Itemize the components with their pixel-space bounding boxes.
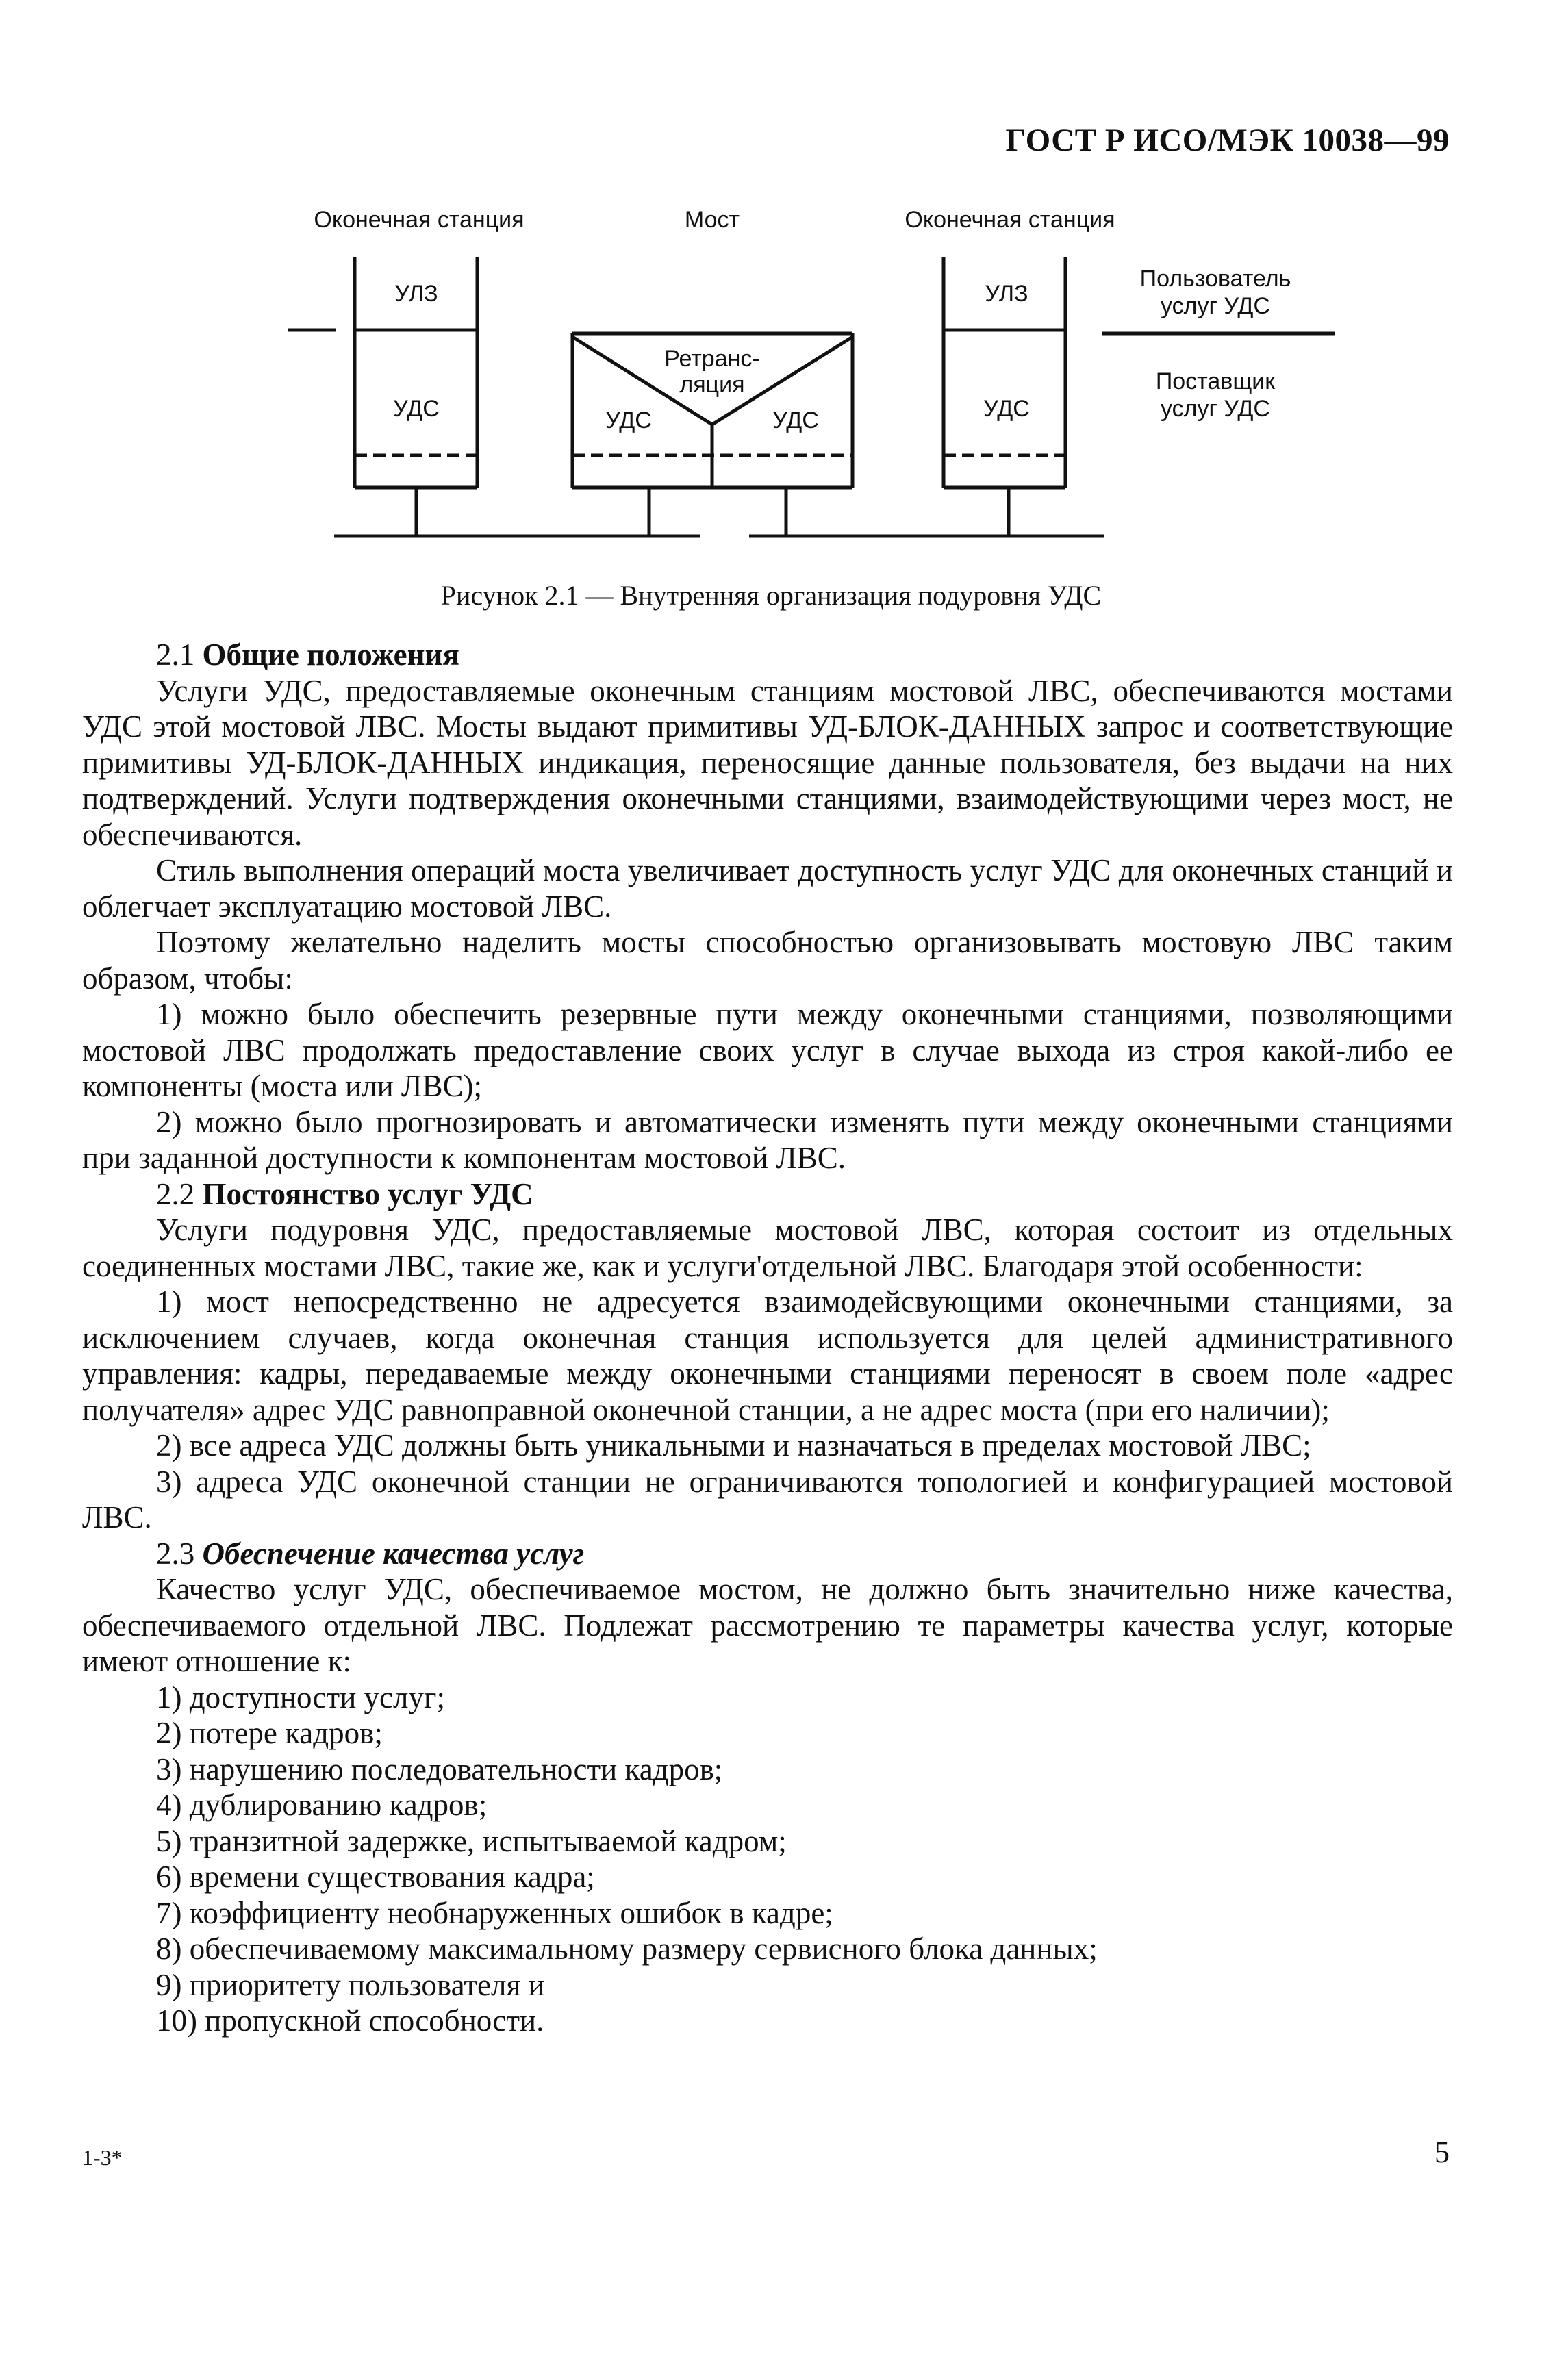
list-item: 1) доступности услуг; <box>156 1680 445 1714</box>
service-user-label-1: Пользователь <box>1139 266 1291 292</box>
paragraph: Поэтому желательно наделить мосты способностью организовывать мостовую ЛВС таким образом, чтобы: <box>82 925 1453 996</box>
list-item: 10) пропускной способности. <box>156 2003 544 2038</box>
lan-bus-left <box>334 488 700 536</box>
page-number: 5 <box>1434 2136 1450 2169</box>
list-item: 5) транзитной задержке, испытываемой кадром; <box>156 1823 787 1858</box>
paragraph: 1) можно было обеспечить резервные пути между оконечными станциями, позволяющими мостовой ЛВС продолжать предоставление своих услуг в случае выхода из строя какой-либо ее компоненты (моста или ЛВС); <box>82 997 1453 1103</box>
paragraph: Услуги УДС, предоставляемые оконечным станциям мостовой ЛВС, обеспечиваются мостами УДС этой мостовой ЛВС. Мосты выдают примитивы УД-БЛОК-ДАННЫХ запрос и соответствующие примитивы УД-БЛОК-ДАННЫХ индикация, переносящие данные пользователя, без выдачи на них подтверждений. Услуги подтверждения оконечными станциями, взаимодействующими через мост, не обеспечиваются. <box>82 673 1453 852</box>
list-item: 6) времени существования кадра; <box>156 1860 595 1894</box>
mac-bridge-left-label: УДС <box>605 407 652 433</box>
list-item: 8) обеспечиваемому максимальному размеру сервисного блока данных; <box>156 1932 1098 1966</box>
end-station-left-label: Оконечная станция <box>314 207 524 233</box>
bridge-label: Мост <box>684 207 740 233</box>
service-provider-label-2: услуг УДС <box>1161 396 1270 422</box>
llc-left-label: УЛЗ <box>394 281 438 307</box>
paragraph: 3) адреса УДС оконечной станции не ограничиваются топологией и конфигурацией мостовой ЛВС. <box>82 1464 1453 1534</box>
section-2-1-heading: 2.1 Общие положения <box>156 637 459 672</box>
list-item: 7) коэффициенту необнаруженных ошибок в кадре; <box>156 1895 833 1930</box>
section-title: Постоянство услуг УДС <box>202 1176 533 1211</box>
llc-right-label: УЛЗ <box>985 281 1028 307</box>
list-item: 3) нарушению последовательности кадров; <box>156 1751 723 1786</box>
list-item: 2) потере кадров; <box>156 1716 383 1750</box>
footer-sheet-mark: 1-3* <box>82 2145 123 2170</box>
section-title: Общие положения <box>202 637 459 672</box>
lan-bus-right <box>749 488 1104 536</box>
figure-caption: Рисунок 2.1 — Внутренняя организация подуровня УДС <box>440 580 1102 611</box>
relay-label-2: ляция <box>679 372 745 398</box>
mac-right-label: УДС <box>983 396 1030 422</box>
paragraph: Качество услуг УДС, обеспечиваемое мостом, не должно быть значительно ниже качества, обеспечиваемого отдельной ЛВС. Подлежат рассмотрению те параметры качества услуг, которые имеют отношение к: <box>82 1572 1453 1678</box>
document-header: ГОСТ Р ИСО/МЭК 10038—99 <box>1005 123 1450 158</box>
relay-label-1: Ретранс- <box>664 346 760 372</box>
document-body <box>82 637 1453 2039</box>
paragraph: 1) мост непосредственно не адресуется взаимодейсвующими оконечными станциями, за исключением случаев, когда оконечная станция используется для целей административного управления: кадры, передаваемые между оконечными станциями переносят в своем поле «адрес получателя» адрес УДС равноправной оконечной станции, а не адрес моста (при его наличии); <box>82 1284 1453 1427</box>
service-user-label-2: услуг УДС <box>1161 293 1270 319</box>
paragraph: Стиль выполнения операций моста увеличивает доступность услуг УДС для оконечных станций и облегчает эксплуатацию мостовой ЛВС. <box>82 853 1453 924</box>
list-item: 4) дублированию кадров; <box>156 1788 488 1822</box>
section-2-3-heading: 2.3 Обеспечение качества услуг <box>156 1536 585 1571</box>
paragraph: Услуги подуровня УДС, предоставляемые мостовой ЛВС, которая состоит из отдельных соединенных мостами ЛВС, такие же, как и услуги'отдельной ЛВС. Благодаря этой особенности: <box>82 1213 1453 1283</box>
mac-left-label: УДС <box>393 396 440 422</box>
service-provider-label-1: Поставщик <box>1155 368 1276 394</box>
end-station-right-label: Оконечная станция <box>905 207 1115 233</box>
section-title: Обеспечение качества услуг <box>202 1536 585 1571</box>
section-2-2-heading: 2.2 Постоянство услуг УДС <box>156 1176 533 1211</box>
list-item: 9) приоритету пользователя и <box>156 1967 545 2002</box>
paragraph: 2) можно было прогнозировать и автоматически изменять пути между оконечными станциями при заданной доступности к компонентам мостовой ЛВС. <box>82 1104 1453 1175</box>
paragraph: 2) все адреса УДС должны быть уникальными и назначаться в пределах мостовой ЛВС; <box>156 1428 1311 1463</box>
mac-bridge-right-label: УДС <box>772 407 819 433</box>
